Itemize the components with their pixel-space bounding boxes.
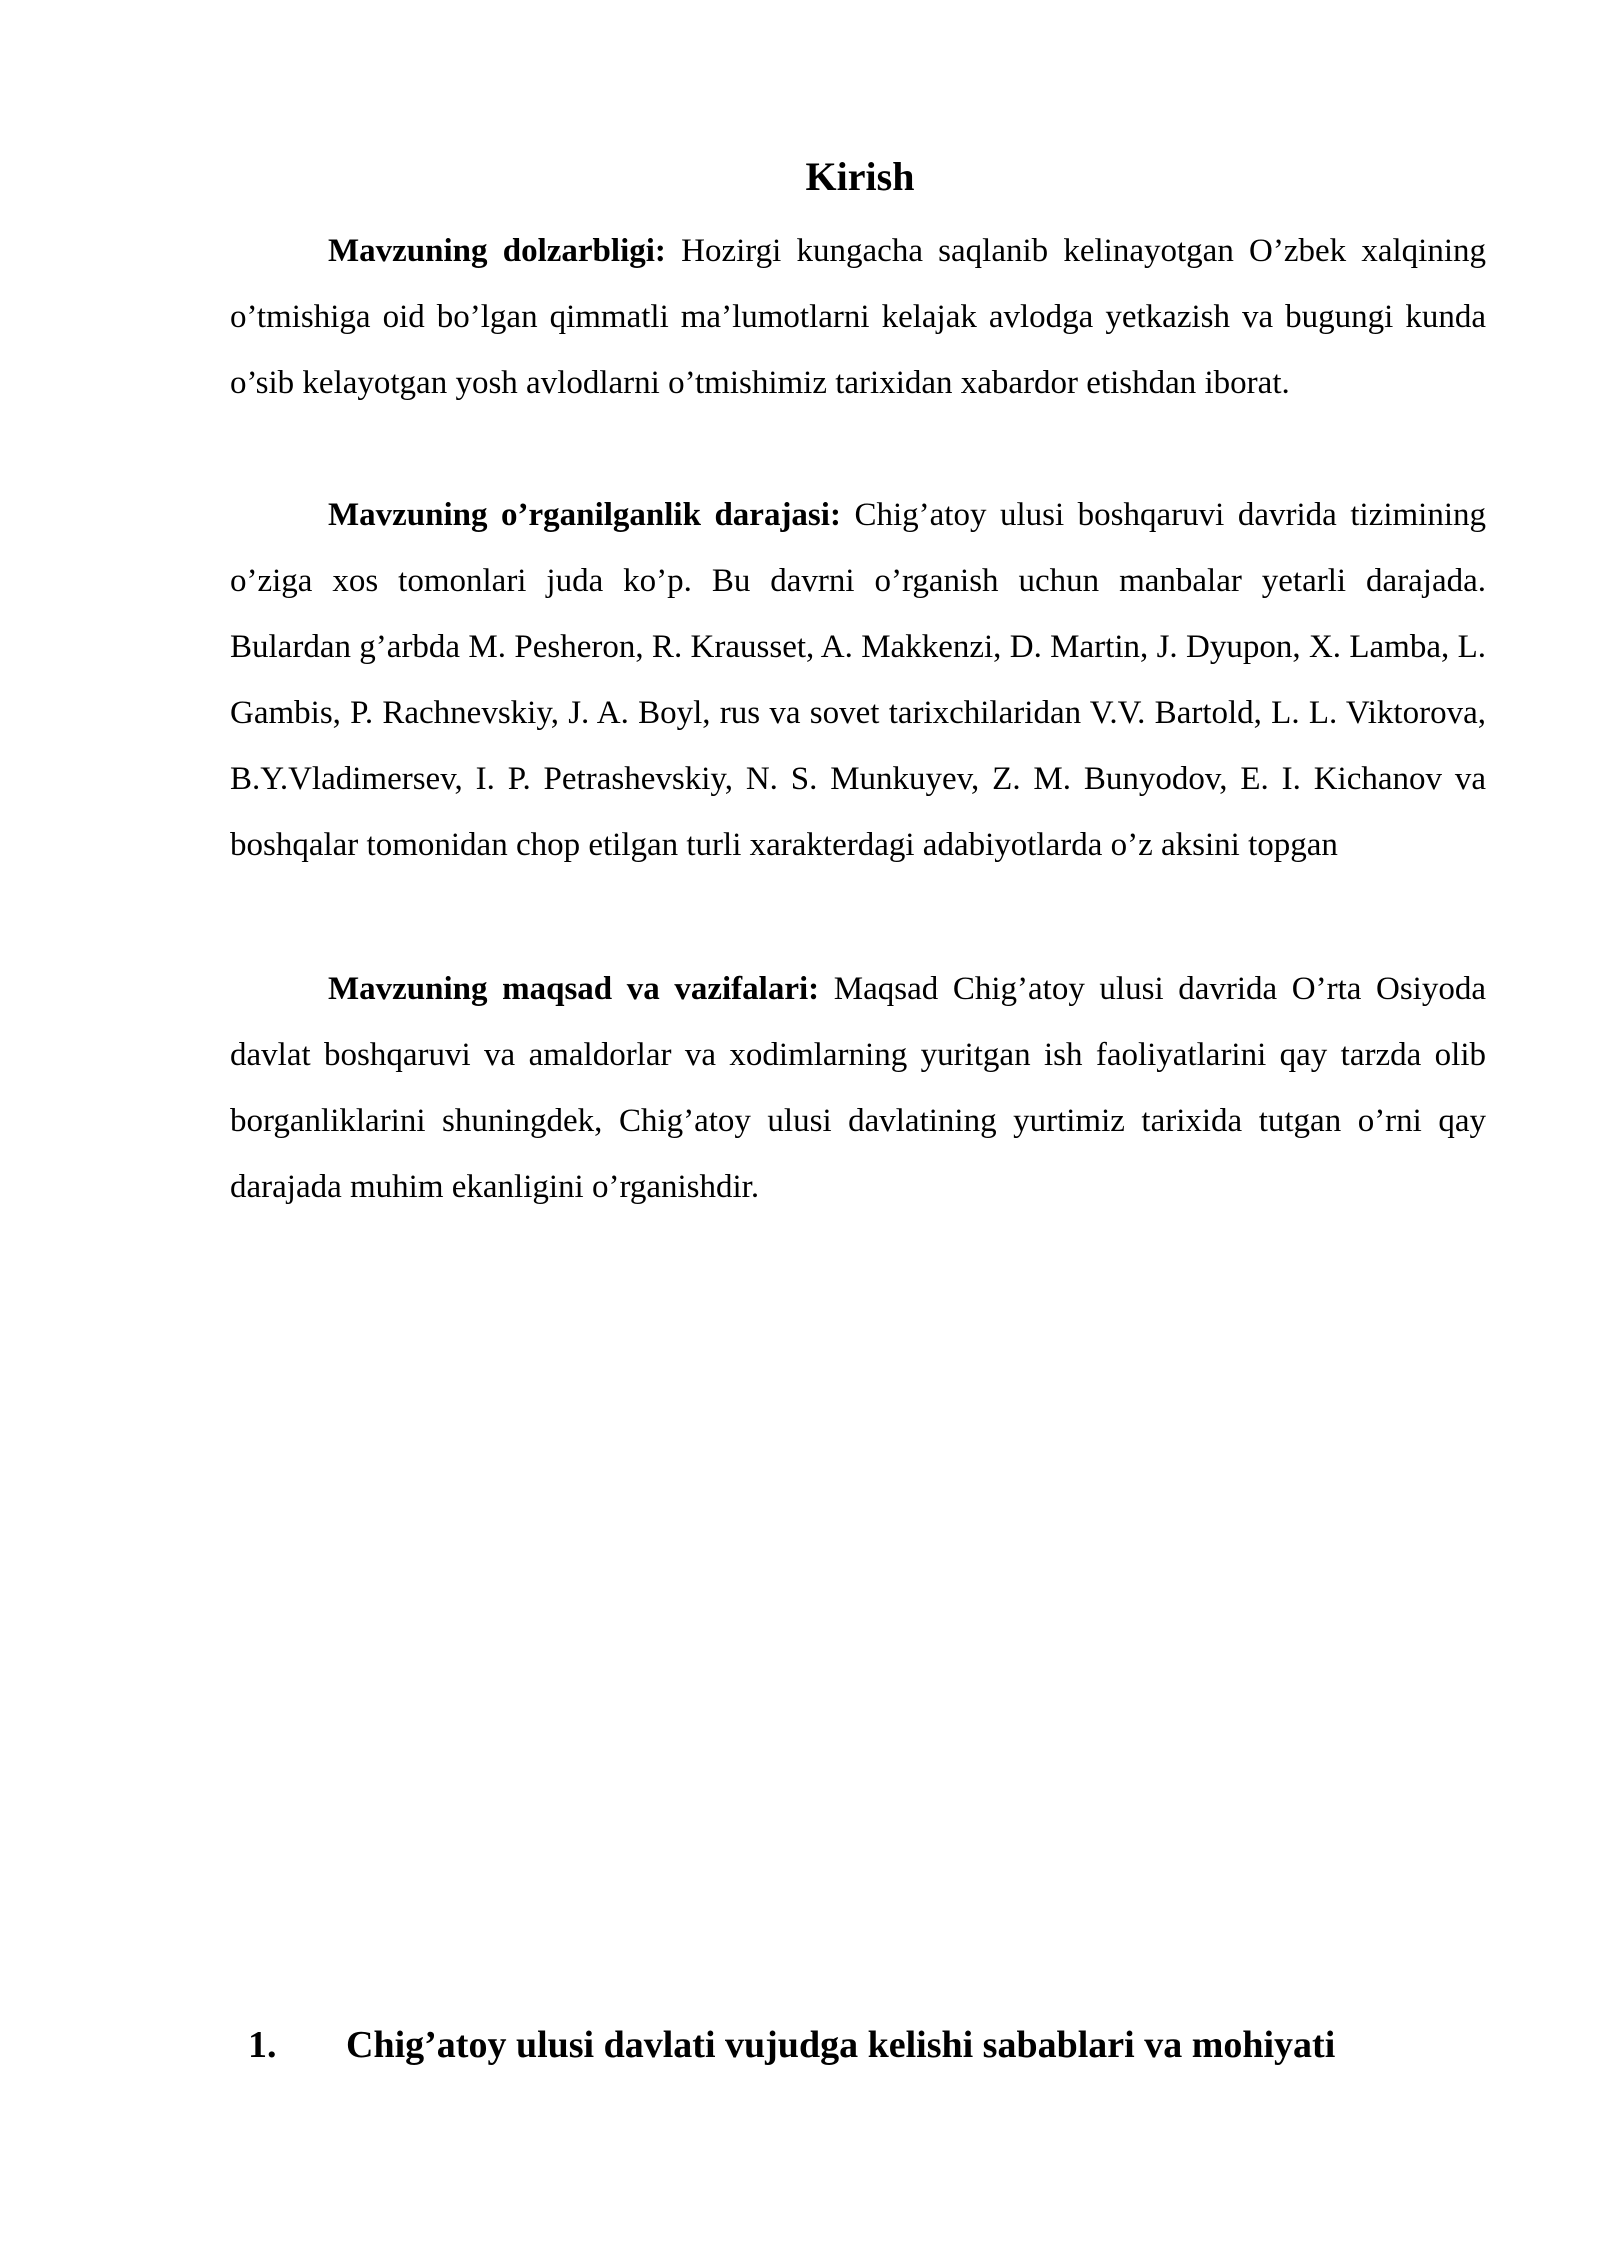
paragraph-goals: [230, 956, 1486, 1220]
paragraph-text: Chig’atoy ulusi boshqaruvi davrida tizimining o’ziga xos tomonlari juda ko’p. Bu davrni o’rganish uchun manbalar yetarli darajada. Bulardan g’arbda M. Pesheron, R. Krausset, A. Makkenzi, D. Martin, J. Dyupon, X. Lamba, L. Gambis, P. Rachnevskiy, J. A. Boyl, rus va sovet tarixchilaridan V.V. Bartold, L. L. Viktorova, B.Y.Vladimersev, I. P. Petrashevskiy, N. S. Munkuyev, Z. M. Bunyodov, E. I. Kichanov va boshqalar tomonidan chop etilgan turli xarakterdagi adabiyotlarda o’z aksini topgan: [230, 497, 1486, 863]
paragraph-text: Maqsad Chig’atoy ulusi davrida O’rta Osiyoda davlat boshqaruvi va amaldorlar va xodimlarning yuritgan ish faoliyatlarini qay tarzda olib borganliklarini shuningdek, Chig’atoy ulusi davlatining yurtimiz tarixida tutgan o’rni qay darajada muhim ekanligini o’rganishdir.: [230, 971, 1486, 1205]
chapter-number: 1.: [248, 2024, 277, 2066]
paragraph-text: Hozirgi kungacha saqlanib kelinayotgan O’zbek xalqining o’tmishiga oid bo’lgan qimmatli ma’lumotlarni kelajak avlodga yetkazish va bugungi kunda o’sib kelayotgan yosh avlodlarni o’tmishimiz tarixidan xabardor etishdan iborat.: [230, 233, 1487, 401]
paragraph-relevance: [230, 218, 1486, 416]
paragraph-lead: Mavzuning o’rganilganlik darajasi:: [328, 497, 841, 533]
paragraph-body: [230, 956, 1486, 1220]
page-title: Kirish: [805, 154, 915, 199]
chapter-heading: [248, 2020, 1548, 2070]
paragraph-lead: Mavzuning dolzarbligi:: [328, 233, 666, 269]
paragraph-body: [230, 482, 1486, 878]
paragraph-lead: Mavzuning maqsad va vazifalari:: [328, 971, 820, 1007]
chapter-title: Chig’atoy ulusi davlati vujudga kelishi sabablari va mohiyati: [346, 2024, 1336, 2066]
paragraph-study-degree: [230, 482, 1486, 878]
paragraph-body: [230, 218, 1486, 416]
